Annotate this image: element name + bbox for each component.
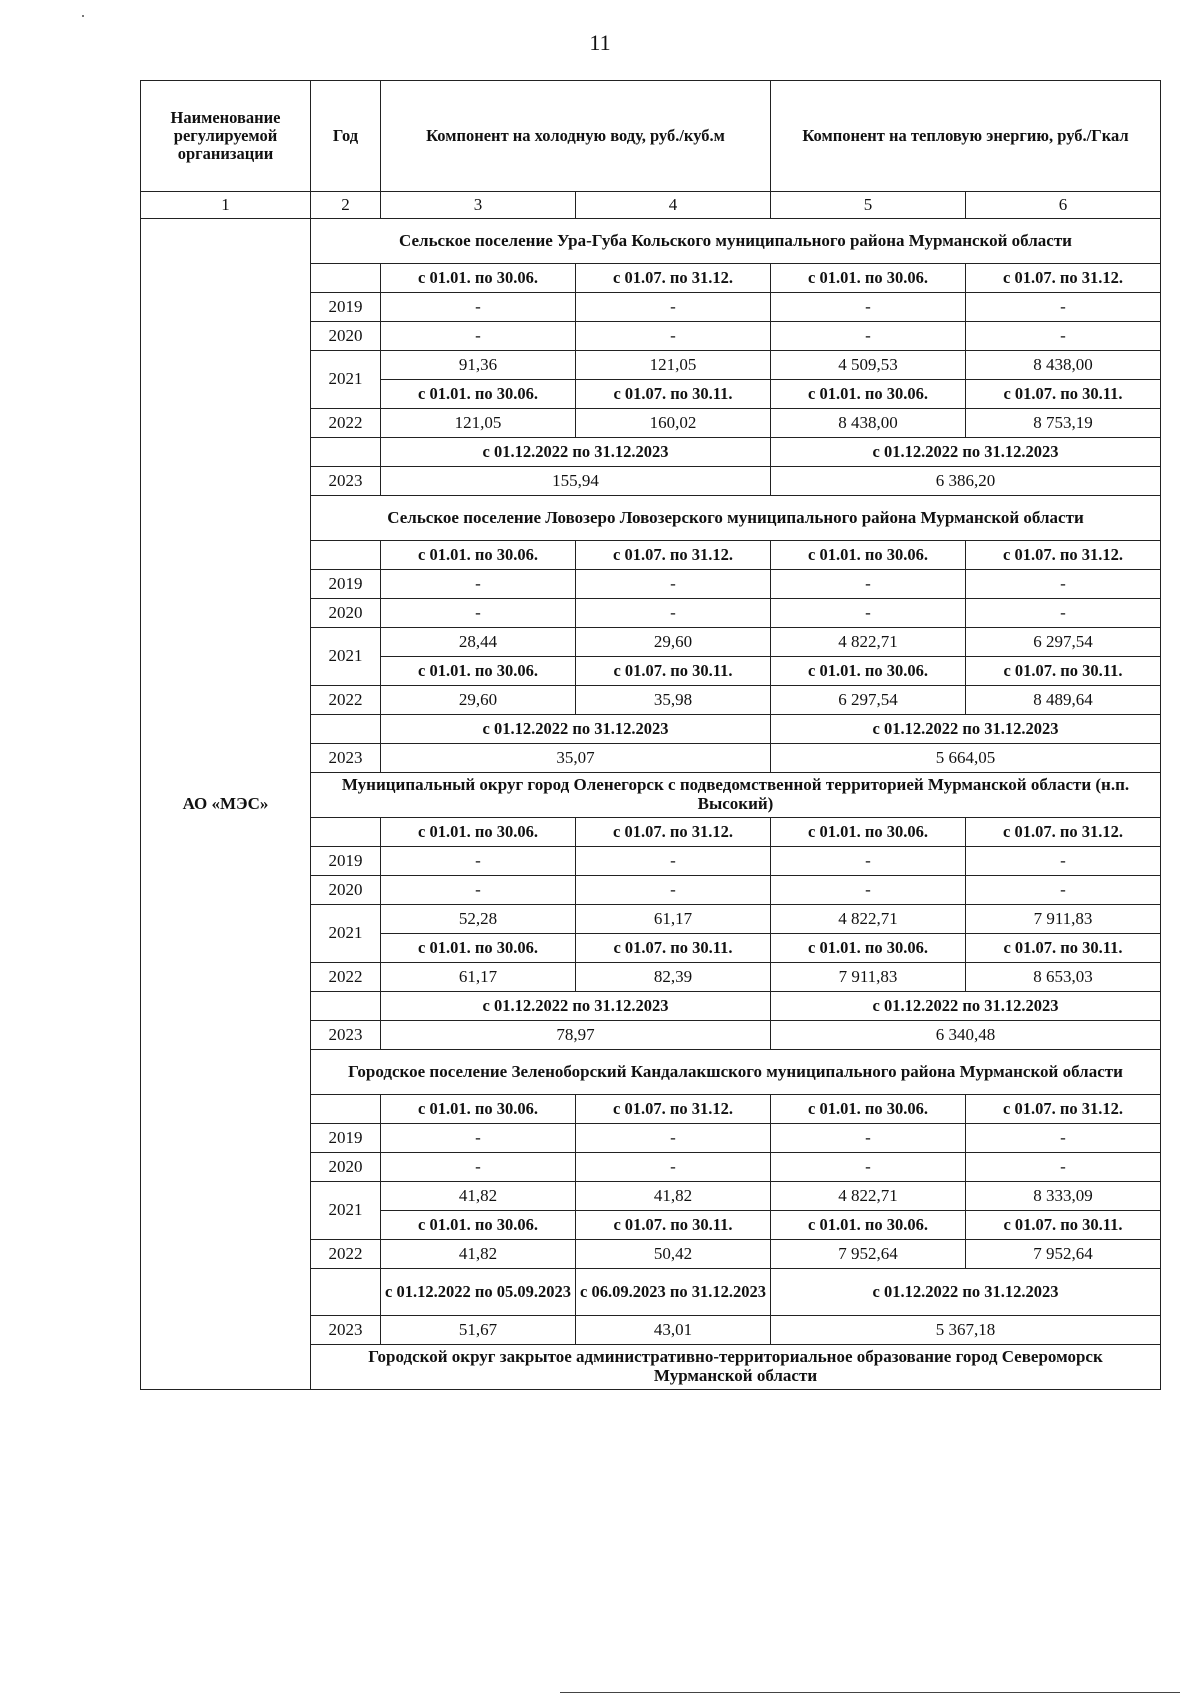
year-cell: 2023	[311, 744, 381, 773]
value-cell: -	[576, 570, 771, 599]
year-cell: 2020	[311, 1153, 381, 1182]
value-cell: -	[966, 322, 1161, 351]
period-label: с 01.01. по 30.06.	[381, 541, 576, 570]
value-cell: -	[576, 876, 771, 905]
value-cell: -	[771, 599, 966, 628]
value-cell: -	[576, 322, 771, 351]
header-org: Наименование регулируемой организации	[141, 81, 311, 192]
period-label: с 01.01. по 30.06.	[381, 657, 576, 686]
value-cell: -	[771, 322, 966, 351]
period-label: с 01.01. по 30.06.	[771, 264, 966, 293]
column-number: 5	[771, 192, 966, 219]
value-cell: 4 822,71	[771, 628, 966, 657]
year-cell: 2020	[311, 876, 381, 905]
value-cell: -	[576, 293, 771, 322]
value-cell: -	[771, 847, 966, 876]
year-cell: 2023	[311, 1021, 381, 1050]
value-cell: 6 297,54	[771, 686, 966, 715]
year-cell: 2020	[311, 322, 381, 351]
period-label: с 01.12.2022 по 31.12.2023	[771, 1269, 1161, 1316]
value-cell: 8 489,64	[966, 686, 1161, 715]
period-label: с 01.12.2022 по 31.12.2023	[381, 438, 771, 467]
year-cell: 2022	[311, 1240, 381, 1269]
period-label: с 01.07. по 31.12.	[576, 818, 771, 847]
value-cell: 8 438,00	[771, 409, 966, 438]
value-cell: 82,39	[576, 963, 771, 992]
year-cell: 2022	[311, 686, 381, 715]
value-cell: -	[771, 1153, 966, 1182]
value-cell: -	[966, 293, 1161, 322]
column-number-row	[141, 192, 1161, 219]
value-cell: 155,94	[381, 467, 771, 496]
value-cell: 121,05	[576, 351, 771, 380]
period-label: с 01.07. по 30.11.	[576, 934, 771, 963]
period-label: с 01.07. по 30.11.	[576, 657, 771, 686]
period-label: с 01.12.2022 по 05.09.2023	[381, 1269, 576, 1316]
value-cell: 7 911,83	[966, 905, 1161, 934]
value-cell: -	[576, 599, 771, 628]
value-cell: -	[381, 570, 576, 599]
year-cell: 2020	[311, 599, 381, 628]
value-cell: 41,82	[576, 1182, 771, 1211]
value-cell: 52,28	[381, 905, 576, 934]
value-cell: 7 911,83	[771, 963, 966, 992]
value-cell: -	[381, 876, 576, 905]
value-cell: 29,60	[381, 686, 576, 715]
value-cell: 7 952,64	[966, 1240, 1161, 1269]
value-cell: 61,17	[576, 905, 771, 934]
value-cell: -	[576, 1124, 771, 1153]
value-cell: 8 333,09	[966, 1182, 1161, 1211]
period-label: с 01.07. по 31.12.	[576, 541, 771, 570]
period-label: с 01.12.2022 по 31.12.2023	[771, 715, 1161, 744]
period-label: с 01.07. по 30.11.	[966, 934, 1161, 963]
value-cell: 160,02	[576, 409, 771, 438]
value-cell: -	[381, 599, 576, 628]
period-label: с 01.12.2022 по 31.12.2023	[771, 438, 1161, 467]
year-cell: 2021	[311, 905, 381, 963]
period-label: с 01.01. по 30.06.	[771, 657, 966, 686]
value-cell: -	[771, 1124, 966, 1153]
value-cell: 7 952,64	[771, 1240, 966, 1269]
section-title: Городское поселение Зеленоборский Кандалакшского муниципального района Мурманской области	[311, 1050, 1161, 1095]
header-year: Год	[311, 81, 381, 192]
value-cell: 91,36	[381, 351, 576, 380]
year-cell: 2022	[311, 963, 381, 992]
value-cell: -	[966, 1153, 1161, 1182]
value-cell: 8 753,19	[966, 409, 1161, 438]
period-label: с 01.07. по 31.12.	[576, 264, 771, 293]
value-cell: 8 438,00	[966, 351, 1161, 380]
period-label: с 01.01. по 30.06.	[771, 380, 966, 409]
value-cell: -	[381, 847, 576, 876]
year-cell: 2023	[311, 1316, 381, 1345]
period-label: с 01.01. по 30.06.	[381, 380, 576, 409]
value-cell: -	[966, 876, 1161, 905]
period-label: с 01.01. по 30.06.	[381, 818, 576, 847]
year-cell: 2019	[311, 1124, 381, 1153]
period-label: с 01.07. по 31.12.	[966, 1095, 1161, 1124]
value-cell: 29,60	[576, 628, 771, 657]
value-cell: -	[381, 1153, 576, 1182]
value-cell: -	[576, 1153, 771, 1182]
period-label: с 01.07. по 30.11.	[966, 1211, 1161, 1240]
period-label: с 01.01. по 30.06.	[771, 1095, 966, 1124]
section-title-row	[141, 219, 1161, 264]
value-cell: -	[381, 1124, 576, 1153]
scan-line	[560, 1692, 1180, 1693]
year-cell: 2019	[311, 570, 381, 599]
value-cell: 8 653,03	[966, 963, 1161, 992]
value-cell: 43,01	[576, 1316, 771, 1345]
period-label: с 01.01. по 30.06.	[381, 1211, 576, 1240]
value-cell: -	[966, 1124, 1161, 1153]
value-cell: 6 340,48	[771, 1021, 1161, 1050]
period-label: с 01.12.2022 по 31.12.2023	[381, 715, 771, 744]
value-cell: 78,97	[381, 1021, 771, 1050]
header-cold-water: Компонент на холодную воду, руб./куб.м	[381, 81, 771, 192]
scan-dot	[82, 15, 84, 17]
page-number: 11	[589, 30, 611, 55]
value-cell: -	[771, 293, 966, 322]
column-number: 1	[141, 192, 311, 219]
period-label: с 01.01. по 30.06.	[771, 541, 966, 570]
section-title: Сельское поселение Ловозеро Ловозерского муниципального района Мурманской области	[311, 496, 1161, 541]
value-cell: -	[381, 322, 576, 351]
period-label: с 01.07. по 31.12.	[966, 264, 1161, 293]
value-cell: 28,44	[381, 628, 576, 657]
period-label: с 01.07. по 30.11.	[966, 380, 1161, 409]
section-title: Муниципальный округ город Оленегорск с подведомственной территорией Мурманской области (н.п. Высокий)	[311, 773, 1161, 818]
column-number: 2	[311, 192, 381, 219]
period-label: с 01.01. по 30.06.	[771, 934, 966, 963]
organization-name: АО «МЭС»	[141, 219, 311, 1390]
period-label: с 01.01. по 30.06.	[381, 934, 576, 963]
period-label: с 01.07. по 30.11.	[576, 380, 771, 409]
period-label: с 01.01. по 30.06.	[381, 264, 576, 293]
year-cell: 2019	[311, 847, 381, 876]
value-cell: 4 822,71	[771, 905, 966, 934]
year-cell: 2021	[311, 351, 381, 409]
column-number: 4	[576, 192, 771, 219]
value-cell: 50,42	[576, 1240, 771, 1269]
header-row	[141, 81, 1161, 192]
value-cell: -	[381, 293, 576, 322]
year-cell: 2023	[311, 467, 381, 496]
value-cell: 61,17	[381, 963, 576, 992]
value-cell: -	[966, 847, 1161, 876]
value-cell: 4 822,71	[771, 1182, 966, 1211]
period-label: с 01.07. по 31.12.	[966, 541, 1161, 570]
period-label: с 06.09.2023 по 31.12.2023	[576, 1269, 771, 1316]
year-cell: 2021	[311, 1182, 381, 1240]
period-label: с 01.07. по 30.11.	[576, 1211, 771, 1240]
period-label: с 01.07. по 31.12.	[576, 1095, 771, 1124]
header-heat: Компонент на тепловую энергию, руб./Гкал	[771, 81, 1161, 192]
value-cell: -	[771, 876, 966, 905]
year-cell: 2022	[311, 409, 381, 438]
period-label: с 01.07. по 30.11.	[966, 657, 1161, 686]
value-cell: -	[966, 570, 1161, 599]
period-label: с 01.01. по 30.06.	[771, 1211, 966, 1240]
year-cell: 2019	[311, 293, 381, 322]
column-number: 6	[966, 192, 1161, 219]
year-cell: 2021	[311, 628, 381, 686]
value-cell: -	[576, 847, 771, 876]
value-cell: 51,67	[381, 1316, 576, 1345]
period-label: с 01.01. по 30.06.	[771, 818, 966, 847]
value-cell: 35,07	[381, 744, 771, 773]
section-title: Сельское поселение Ура-Губа Кольского муниципального района Мурманской области	[311, 219, 1161, 264]
period-label: с 01.12.2022 по 31.12.2023	[771, 992, 1161, 1021]
value-cell: 5 664,05	[771, 744, 1161, 773]
tariff-table	[140, 80, 1161, 1390]
column-number: 3	[381, 192, 576, 219]
value-cell: -	[966, 599, 1161, 628]
value-cell: 41,82	[381, 1182, 576, 1211]
value-cell: 41,82	[381, 1240, 576, 1269]
period-label: с 01.01. по 30.06.	[381, 1095, 576, 1124]
section-title: Городской округ закрытое административно-территориальное образование город Североморск Мурманской области	[311, 1345, 1161, 1390]
value-cell: 4 509,53	[771, 351, 966, 380]
period-label: с 01.07. по 31.12.	[966, 818, 1161, 847]
value-cell: 6 386,20	[771, 467, 1161, 496]
value-cell: 6 297,54	[966, 628, 1161, 657]
value-cell: 5 367,18	[771, 1316, 1161, 1345]
value-cell: 121,05	[381, 409, 576, 438]
value-cell: -	[771, 570, 966, 599]
value-cell: 35,98	[576, 686, 771, 715]
period-label: с 01.12.2022 по 31.12.2023	[381, 992, 771, 1021]
